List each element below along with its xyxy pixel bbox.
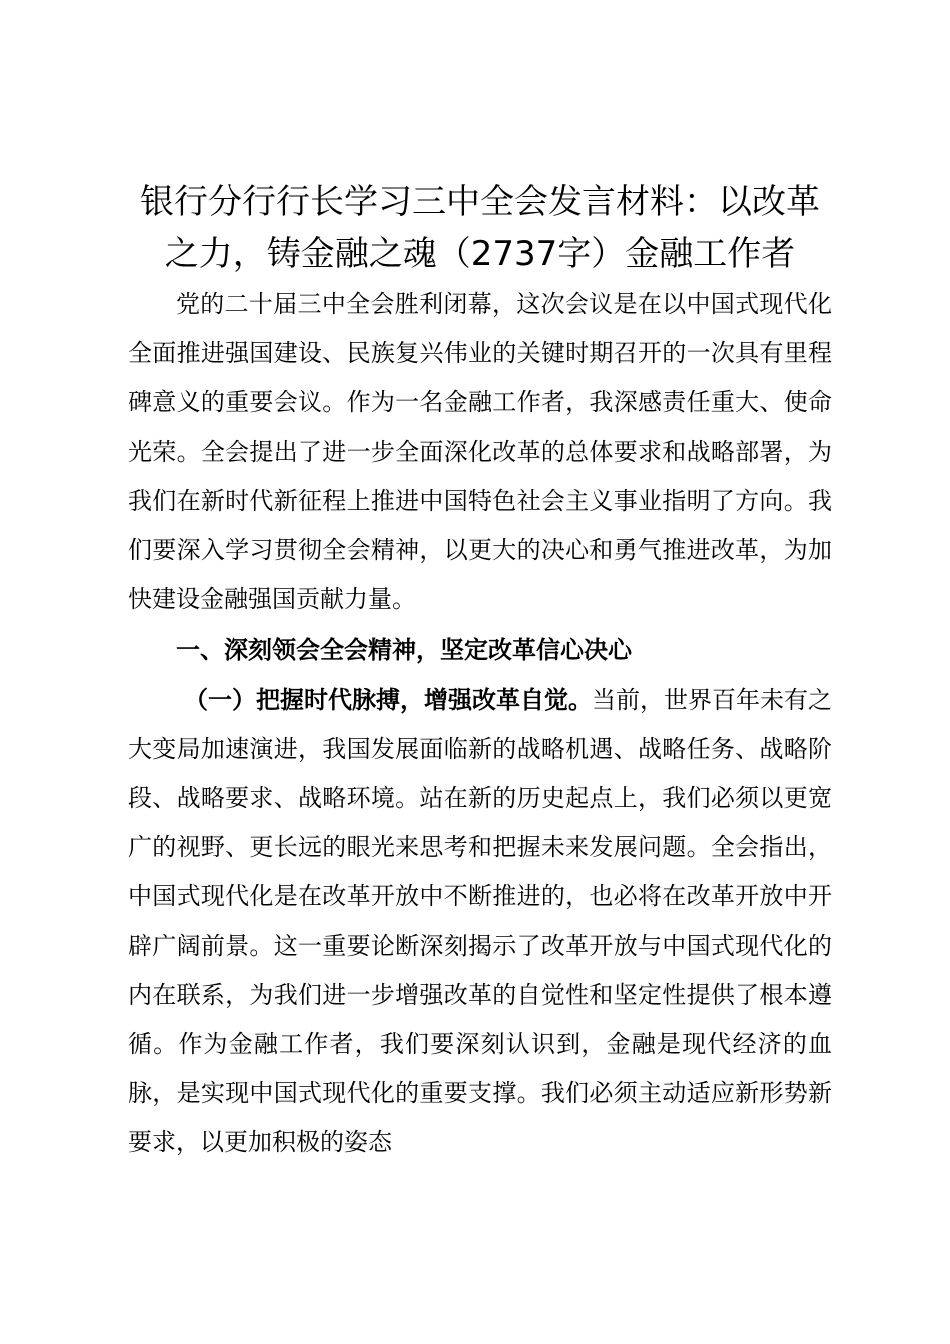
document-body bbox=[128, 280, 832, 1168]
subsection-text-1: 当前，世界百年未有之大变局加速演进，我国发展面临新的战略机遇、战略任务、战略阶段、战略要求、战略环境。站在新的历史起点上，我们必须以更宽广的视野、更长远的眼光来思考和把握未来发展问题。全会指出，中国式现代化是在改革开放中不断推进的，也必将在改革开放中开辟广阔前景。这一重要论断深刻揭示了改革开放与中国式现代化的内在联系，为我们进一步增强改革的自觉性和坚定性提供了根本遵循。作为金融工作者，我们要深刻认识到，金融是现代经济的血脉，是实现中国式现代化的重要支撑。我们必须主动适应新形势新要求，以更加积极的姿态 bbox=[128, 685, 832, 1157]
title-line-2: 之力，铸金融之魂（2737字）金融工作者 bbox=[164, 234, 796, 274]
subsection-heading-1: （一）把握时代脉搏，增强改革自觉。 bbox=[184, 685, 592, 714]
document-page bbox=[128, 176, 832, 1168]
subsection-paragraph-1 bbox=[128, 676, 832, 1168]
section-heading-1: 一、深刻领会全会精神，坚定改革信心决心 bbox=[176, 636, 632, 665]
title-line-1: 银行分行行长学习三中全会发言材料：以改革 bbox=[140, 182, 820, 222]
document-title bbox=[114, 176, 846, 280]
intro-paragraph: 党的二十届三中全会胜利闭幕，这次会议是在以中国式现代化全面推进强国建设、民族复兴伟业的关键时期召开的一次具有里程碑意义的重要会议。作为一名金融工作者，我深感责任重大、使命光荣。全会提出了进一步全面深化改革的总体要求和战略部署，为我们在新时代新征程上推进中国特色社会主义事业指明了方向。我们要深入学习贯彻全会精神，以更大的决心和勇气推进改革，为加快建设金融强国贡献力量。 bbox=[128, 290, 832, 614]
